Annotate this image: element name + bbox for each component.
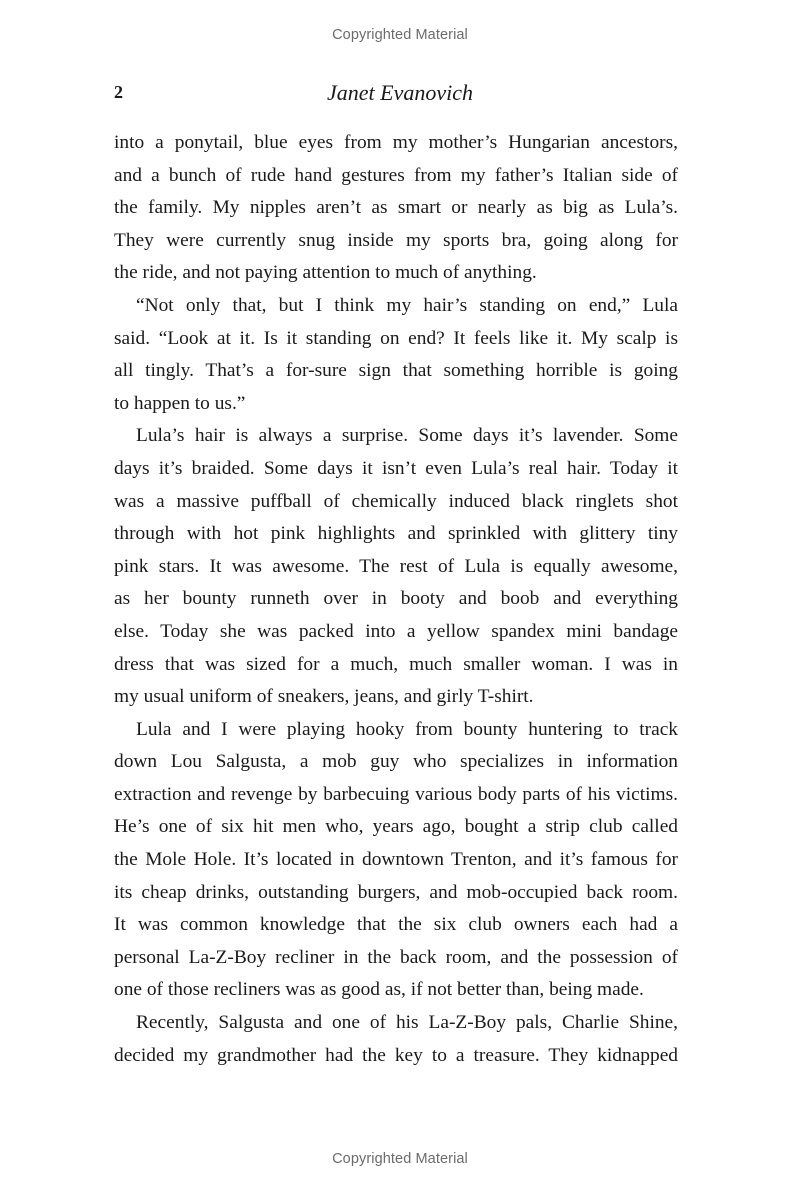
text-line: days it’s braided. Some days it isn’t even Lula’s real hair. Today it xyxy=(114,457,678,479)
text-line: my usual uniform of sneakers, jeans, and girly T-shirt. xyxy=(114,686,534,708)
text-line: through with hot pink highlights and sprinkled with glittery tiny xyxy=(114,523,678,545)
text-line: and a bunch of rude hand gestures from my father’s Italian side of xyxy=(114,164,678,186)
text-line: the family. My nipples aren’t as smart or nearly as big as Lula’s. xyxy=(114,197,678,219)
text-line: dress that was sized for a much, much smaller woman. I was in xyxy=(114,653,678,675)
text-line: personal La-Z-Boy recliner in the back room, and the possession of xyxy=(114,946,678,968)
paragraph xyxy=(114,127,678,290)
paragraph xyxy=(114,290,678,420)
text-line: one of those recliners was as good as, if not better than, being made. xyxy=(114,979,644,1001)
text-line: down Lou Salgusta, a mob guy who specializes in information xyxy=(114,751,678,773)
text-line: all tingly. That’s a for-sure sign that something horrible is going xyxy=(114,360,678,382)
paragraph xyxy=(114,420,678,713)
text-line: as her bounty runneth over in booty and boob and everything xyxy=(114,588,678,610)
text-line: He’s one of six hit men who, years ago, bought a strip club called xyxy=(114,816,678,838)
text-line: into a ponytail, blue eyes from my mother’s Hungarian ancestors, xyxy=(114,132,678,153)
text-line: They were currently snug inside my sports bra, going along for xyxy=(114,229,678,251)
text-line: extraction and revenge by barbecuing various body parts of his victims. xyxy=(114,783,678,805)
text-line: the Mole Hole. It’s located in downtown Trenton, and it’s famous for xyxy=(114,849,678,871)
copyright-watermark-top: Copyrighted Material xyxy=(332,27,468,43)
text-line: else. Today she was packed into a yellow spandex mini bandage xyxy=(114,620,678,642)
body-text xyxy=(114,127,678,1072)
text-line: said. “Look at it. Is it standing on end? It feels like it. My scalp is xyxy=(114,327,678,349)
page-number: 2 xyxy=(114,82,123,102)
paragraph xyxy=(114,1007,678,1072)
text-line: was a massive puffball of chemically induced black ringlets shot xyxy=(114,490,678,512)
text-line: pink stars. It was awesome. The rest of Lula is equally awesome, xyxy=(114,555,678,577)
text-line: its cheap drinks, outstanding burgers, and mob-occupied back room. xyxy=(114,881,678,903)
running-head-author: Janet Evanovich xyxy=(327,80,473,105)
text-line: to happen to us.” xyxy=(114,392,246,414)
text-line: Lula and I were playing hooky from bounty huntering to track xyxy=(136,718,678,740)
text-line: decided my grandmother had the key to a treasure. They kidnapped xyxy=(114,1044,678,1066)
copyright-watermark-bottom: Copyrighted Material xyxy=(332,1151,468,1167)
paragraph xyxy=(114,714,678,1007)
text-line: the ride, and not paying attention to much of anything. xyxy=(114,262,537,284)
text-line: “Not only that, but I think my hair’s standing on end,” Lula xyxy=(136,294,678,316)
text-line: Lula’s hair is always a surprise. Some days it’s lavender. Some xyxy=(136,425,678,447)
text-line: Recently, Salgusta and one of his La-Z-Boy pals, Charlie Shine, xyxy=(136,1012,678,1034)
text-line: It was common knowledge that the six club owners each had a xyxy=(114,914,678,936)
